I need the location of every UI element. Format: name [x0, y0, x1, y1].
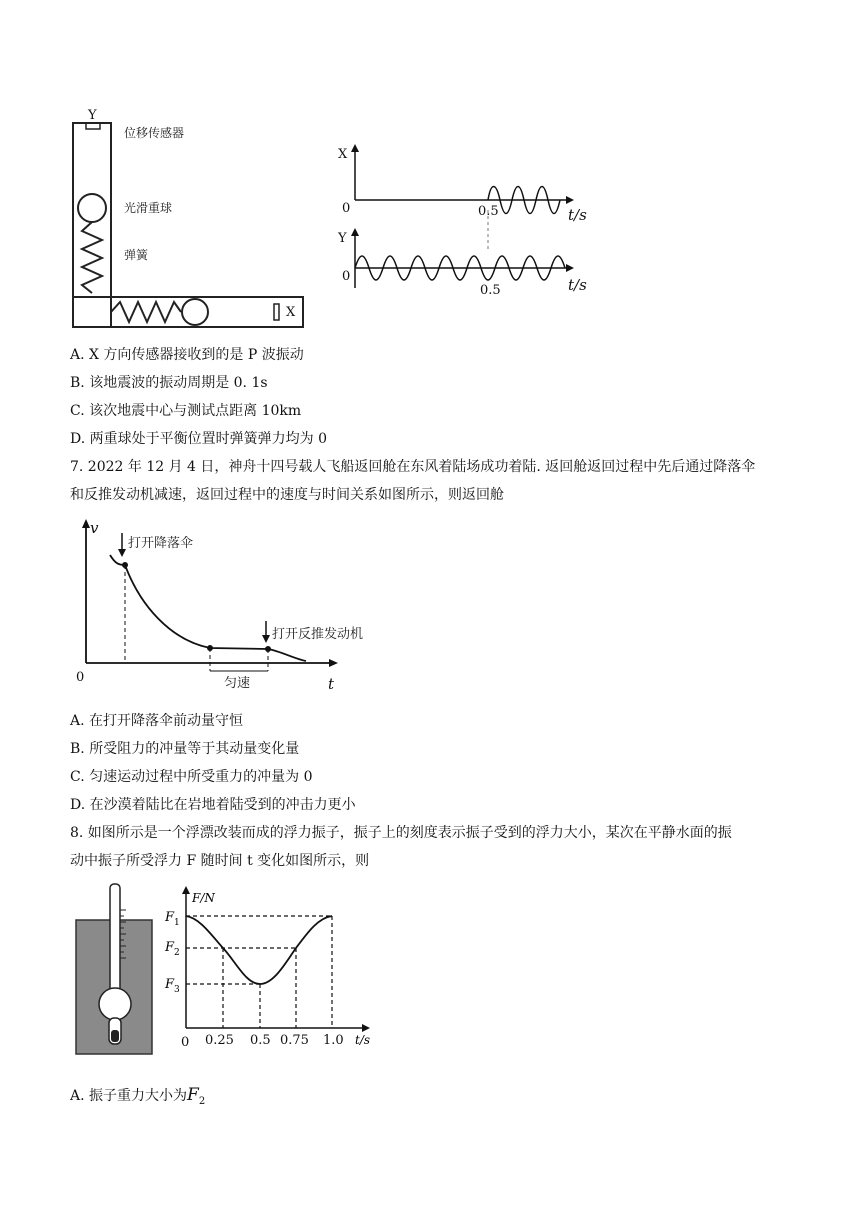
uniform-label: 匀速	[224, 676, 251, 691]
engine-label: 打开反推发动机	[272, 627, 364, 642]
f-axis-label: F/N	[192, 891, 215, 905]
force-time-graph	[160, 880, 380, 1065]
vertical-spring	[82, 222, 102, 293]
y-sensor-mark: Y	[88, 108, 97, 123]
apparatus-figure	[68, 105, 308, 335]
y-graph-arrow-up	[351, 228, 359, 236]
svg-text:F3	[164, 977, 180, 995]
f1-subscript: 1	[174, 918, 180, 928]
q7-option-c: C. 匀速运动过程中所受重力的冲量为 0	[70, 769, 313, 785]
f1-label: F	[165, 910, 175, 925]
q6-option-d: D. 两重球处于平衡位置时弹簧弹力均为 0	[70, 431, 327, 447]
tick-05: 0.5	[250, 1033, 271, 1048]
q7-stem-line2: 和反推发动机减速，返回过程中的速度与时间关系如图所示，则返回舱	[70, 487, 504, 503]
f3-label: F	[165, 977, 175, 992]
q6-option-c: C. 该次地震中心与测试点距离 10km	[70, 403, 302, 419]
x-axis-title: X	[338, 147, 348, 162]
horizontal-spring	[111, 302, 181, 322]
t-axis-arrow	[329, 659, 338, 667]
svg-text:F1	[164, 910, 180, 928]
x-graph-tick: 0.5	[478, 204, 499, 219]
parachute-arrowhead	[118, 549, 126, 557]
float-figure	[74, 880, 154, 1060]
x-sensor	[274, 304, 279, 320]
velocity-graph-svg	[70, 515, 380, 695]
tick-10: 1.0	[323, 1033, 344, 1048]
f2-subscript: 2	[174, 948, 180, 958]
sensor-label: 位移传感器	[124, 126, 185, 140]
float-stem	[110, 884, 120, 992]
y-graph-origin: 0	[342, 269, 351, 284]
x-graph-origin: 0	[342, 201, 351, 216]
v-axis-arrow	[82, 519, 90, 528]
ft-origin: 0	[181, 1035, 190, 1050]
q8-stem-line2: 动中振子所受浮力 F 随时间 t 变化如图所示，则	[70, 853, 370, 869]
ft-time-axis-arrow	[362, 1024, 370, 1032]
vertical-ball	[78, 194, 106, 222]
y-graph-time-label: t/s	[568, 276, 587, 294]
v-origin: 0	[76, 670, 85, 685]
f2-label: F	[165, 940, 175, 955]
force-curve	[186, 916, 332, 984]
vibration-graph-svg	[330, 140, 600, 300]
velocity-time-graph	[70, 515, 380, 695]
y-graph-arrow-right	[566, 264, 574, 272]
float-weight	[111, 1030, 119, 1042]
y-graph-tick: 0.5	[480, 283, 501, 298]
q7-option-a: A. 在打开降落伞前动量守恒	[70, 713, 244, 729]
q7-option-b: B. 所受阻力的冲量等于其动量变化量	[70, 741, 300, 757]
f-axis-arrow	[182, 886, 190, 894]
ft-time-label: t/s	[355, 1033, 371, 1047]
force-graph-svg	[160, 880, 380, 1065]
x-sensor-mark: X	[286, 305, 296, 320]
ball-label: 光滑重球	[124, 201, 173, 215]
tick-025: 0.25	[205, 1033, 234, 1048]
f3-subscript: 3	[174, 985, 180, 995]
horizontal-ball	[182, 299, 208, 325]
apparatus-diagram	[68, 105, 308, 335]
q8-option-a-variable: F	[187, 1085, 199, 1105]
float-diagram	[74, 880, 154, 1060]
q6-option-b: B. 该地震波的振动周期是 0. 1s	[70, 375, 268, 391]
parachute-label: 打开降落伞	[128, 536, 194, 551]
q7-stem-line1: 7. 2022 年 12 月 4 日，神舟十四号载人飞船返回舱在东风着陆场成功着陆. 返回舱返回过程中先后通过降落伞	[70, 459, 756, 475]
x-graph-arrow-right	[566, 196, 574, 204]
svg-text:F2	[164, 940, 180, 958]
q8-stem-line1: 8. 如图所示是一个浮漂改装而成的浮力振子，振子上的刻度表示振子受到的浮力大小，某次在平静水面的振	[70, 825, 732, 841]
q6-option-a: A. X 方向传感器接收到的是 P 波振动	[70, 347, 304, 363]
y-axis-title: Y	[338, 231, 347, 246]
spring-label: 弹簧	[124, 248, 149, 262]
float-bulb	[99, 988, 131, 1020]
q8-option-a-text: A. 振子重力大小为	[70, 1088, 188, 1104]
x-graph-arrow-up	[351, 144, 359, 152]
velocity-curve	[110, 555, 306, 661]
vibration-graph	[330, 140, 600, 300]
v-axis-label: v	[90, 519, 99, 537]
engine-arrowhead	[262, 635, 270, 643]
tick-075: 0.75	[280, 1033, 309, 1048]
q8-option-a-subscript: 2	[198, 1095, 206, 1107]
q7-option-d: D. 在沙漠着陆比在岩地着陆受到的冲击力更小	[70, 797, 356, 813]
t-axis-label: t	[328, 675, 335, 693]
q8-option-a	[70, 1085, 205, 1112]
x-graph-time-label: t/s	[568, 206, 587, 224]
